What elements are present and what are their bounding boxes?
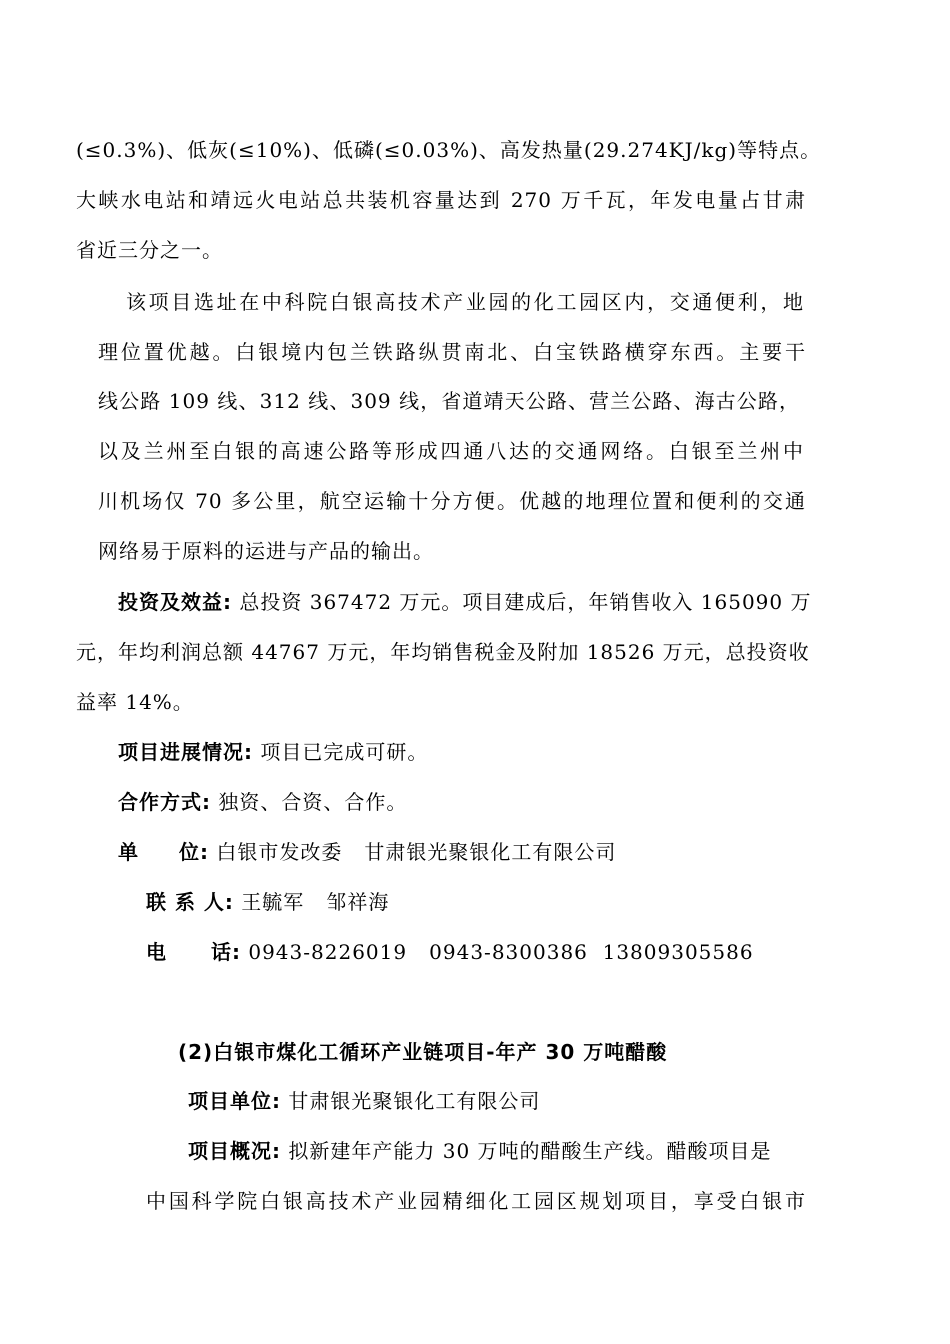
investment-text: 总投资 367472 万元。项目建成后，年销售收入 165090 万 <box>239 590 812 614</box>
cooperation-label: 合作方式: <box>118 790 211 814</box>
body-text-line: 网络易于原料的运进与产品的输出。 <box>98 539 434 563</box>
cooperation-value: 独资、合资、合作。 <box>218 790 408 814</box>
project2-unit-label: 项目单位: <box>188 1089 281 1113</box>
unit-value: 白银市发改委 <box>216 840 343 864</box>
unit-line <box>118 838 616 866</box>
phone-label-a: 电 <box>146 940 167 964</box>
body-text-line: 该项目选址在中科院白银高技术产业园的化工园区内，交通便利，地 <box>126 290 804 314</box>
project2-unit-line <box>188 1087 540 1115</box>
progress-label: 项目进展情况: <box>118 740 253 764</box>
project2-overview-text: 拟新建年产能力 30 万吨的醋酸生产线。醋酸项目是 <box>288 1139 772 1163</box>
body-text-line: 以及兰州至白银的高速公路等形成四通八达的交通网络。白银至兰州中 <box>98 439 804 463</box>
project2-overview-label: 项目概况: <box>188 1139 281 1163</box>
project2-overview-line <box>188 1137 806 1165</box>
body-text-line: 理位置优越。白银境内包兰铁路纵贯南北、白宝铁路横穿东西。主要干 <box>98 340 806 364</box>
body-text-line: 省近三分之一。 <box>76 238 223 262</box>
body-text-line: 元，年均利润总额 44767 万元，年均销售税金及附加 18526 万元，总投资收 <box>76 640 810 664</box>
investment-line <box>118 588 812 616</box>
section-heading: (2)白银市煤化工循环产业链项目-年产 30 万吨醋酸 <box>178 1040 668 1064</box>
unit-label-a: 单 <box>118 840 139 864</box>
contact-line <box>146 888 389 916</box>
body-text-line: (≤0.3%)、低灰(≤10%)、低磷(≤0.03%)、高发热量(29.274KJ/kg)等特点。 <box>76 138 822 162</box>
body-text-line: 线公路 109 线、312 线、309 线，省道靖天公路、营兰公路、海古公路， <box>98 389 800 413</box>
body-text-line: 川机场仅 70 多公里，航空运输十分方便。优越的地理位置和便利的交通 <box>98 489 806 513</box>
body-text-line: 益率 14%。 <box>76 690 194 714</box>
contact-value: 王毓军 邹祥海 <box>241 890 390 914</box>
phone-line <box>146 938 754 966</box>
progress-value: 项目已完成可研。 <box>260 740 429 764</box>
unit-value-2: 甘肃银光聚银化工有限公司 <box>364 840 617 864</box>
cooperation-line <box>118 788 407 816</box>
progress-line <box>118 738 428 766</box>
unit-label-b: 位: <box>179 840 209 864</box>
investment-label: 投资及效益: <box>118 590 232 614</box>
contact-label: 联 系 人: <box>146 890 234 914</box>
body-text-line: 大峡水电站和靖远火电站总共装机容量达到 270 万千瓦，年发电量占甘肃 <box>76 188 806 212</box>
phone-value: 0943-8226019 0943-8300386 13809305586 <box>248 940 754 964</box>
project2-unit-value: 甘肃银光聚银化工有限公司 <box>288 1089 541 1113</box>
body-text-line: 中国科学院白银高技术产业园精细化工园区规划项目，享受白银市 <box>146 1189 806 1213</box>
phone-label-b: 话: <box>211 940 241 964</box>
